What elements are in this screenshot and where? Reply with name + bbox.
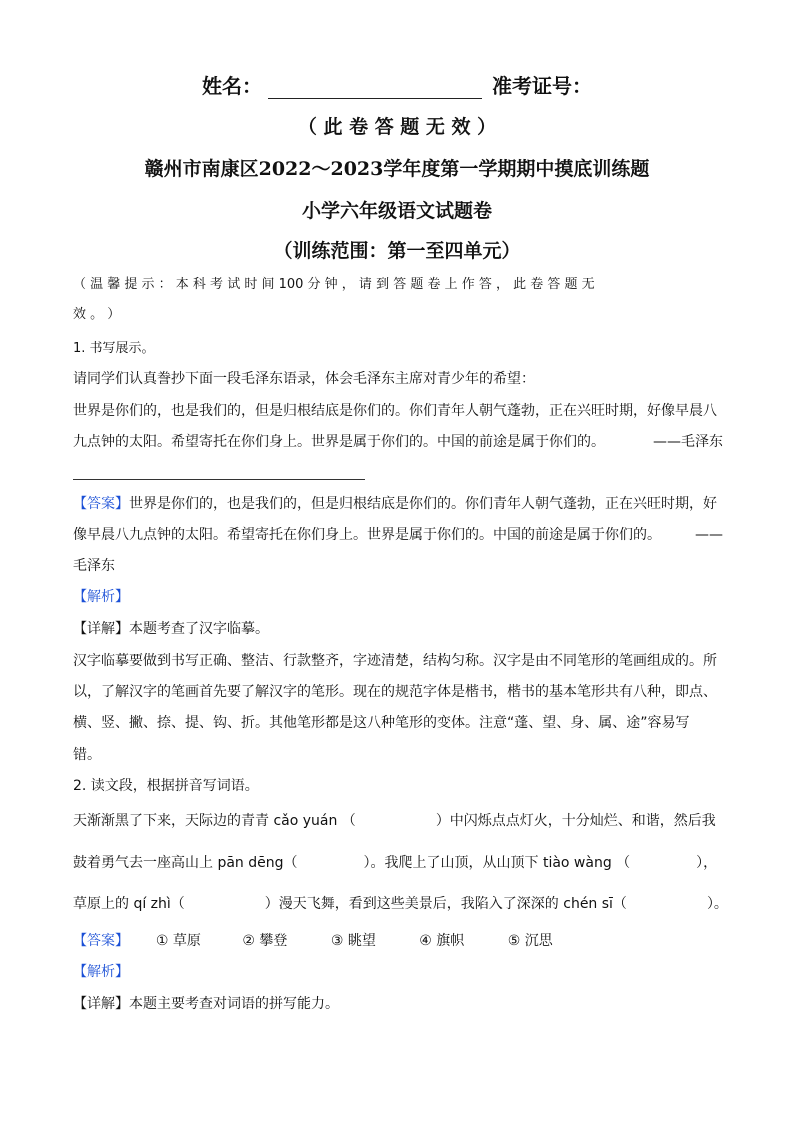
q2-answer-5: ⑤ 沉思 [507,933,553,949]
tip-line2: 效 。 ） [73,307,121,322]
q2-p1-a: 天渐渐黑了下来，天际边的青青 cǎo yuán （ [73,813,356,829]
q1-answer-dash: —— [695,527,723,543]
q1-expl-line2: 以，了解汉字的笔画首先要了解汉字的笔形。现在的规范字体是楷书，楷书的基本笔形共有八种，即点、 [73,684,717,700]
q1-answer-line3: 毛泽东 [73,558,115,574]
q1-answer-tag: 【答案】 [73,496,129,512]
invalid-note: （ 此 卷 答 题 无 效 ） [297,116,497,138]
q1-expl-line4: 错。 [73,747,101,763]
q2-detail-tag: 【详解】 [73,996,129,1012]
q2-heading: 2. 读文段，根据拼音写词语。 [73,778,259,794]
q1-heading: 1. 书写展示。 [73,341,155,356]
q1-quote-line1: 世界是你们的，也是我们的，但是归根结底是你们的。你们青年人朝气蓬勃，正在兴旺时期，好像早晨八 [73,403,717,419]
exam-title-line2: 小学六年级语文试题卷 [301,200,492,222]
q2-answer-row [73,931,723,951]
id-label: 准考证号： [492,74,592,98]
q1-detail-row [73,619,723,639]
tip-line1: （ 温 馨 提 示 ： 本 科 考 试 时 间 100 分 钟 ， 请 到 答 题 卷 上 作 答 ， 此 卷 答 题 无 [73,277,595,292]
q1-quote-author: ——毛泽东 [653,434,723,450]
q2-p3-c: ）。 [706,896,728,912]
q2-p1-b: ）中闪烁点点灯火，十分灿烂、和谐，然后我 [435,813,716,829]
q1-writing-line[interactable] [73,479,365,480]
name-label: 姓名： [202,74,262,98]
q2-answer-4: ④ 旗帜 [419,933,465,949]
q1-expl-line3: 横、竖、撇、捺、提、钩、折。其他笔形都是这八种笔形的变体。注意“蓬、望、身、属、途”容易写 [73,715,690,731]
q2-p3-b: ）漫天飞舞，看到这些美景后，我陷入了深深的 chén sī（ [264,896,627,912]
q2-p2-c: ）， [696,855,718,871]
q1-answer-line2-row [73,525,723,545]
q1-expl-line1: 汉字临摹要做到书写正确、整洁、行款整齐，字迹清楚，结构匀称。汉字是由不同笔形的笔画组成的。所 [73,653,717,669]
q2-p3-a: 草原上的 qí zhì（ [73,896,185,912]
q1-instruction: 请同学们认真誊抄下面一段毛泽东语录，体会毛泽东主席对青少年的希望： [73,371,535,387]
candidate-info-row [0,70,794,99]
q2-answer-1: ① 草原 [155,933,201,949]
q1-answer-line1: 世界是你们的，也是我们的，但是归根结底是你们的。你们青年人朝气蓬勃，正在兴旺时期，好 [129,496,717,512]
q2-analysis-tag: 【解析】 [73,964,129,980]
q2-answer-2: ② 攀登 [242,933,288,949]
q2-passage-line2 [73,853,723,873]
q2-p2-a: 鼓着勇气去一座高山上 pān dēng（ [73,855,298,871]
q2-passage-line1 [73,811,723,831]
q2-p2-b: ）。我爬上了山顶，从山顶下 tiào wàng （ [363,855,631,871]
q1-analysis-tag: 【解析】 [73,589,129,605]
exam-title-line1: 赣州市南康区2022～2023学年度第一学期期中摸底训练题 [144,158,650,180]
q1-answer-line2: 像早晨八九点钟的太阳。希望寄托在你们身上。世界是属于你们的。中国的前途是属于你们的。 [73,527,661,543]
q1-quote-line2: 九点钟的太阳。希望寄托在你们身上。世界是属于你们的。中国的前途是属于你们的。 [73,434,605,450]
q1-detail-tag: 【详解】 [73,621,129,637]
q2-answer-3: ③ 眺望 [330,933,376,949]
q2-answer-tag: 【答案】 [73,933,129,949]
name-blank[interactable] [268,76,482,99]
exam-title-line3: （训练范围：第一至四单元） [273,240,521,262]
q1-quote-line2-row [73,432,723,452]
q2-detail-row [73,994,723,1014]
q1-detail-text: 本题考查了汉字临摹。 [129,621,269,637]
q2-detail-text: 本题主要考查对词语的拼写能力。 [129,996,339,1012]
q2-passage-line3 [73,894,728,914]
q1-answer-line1-row [73,494,723,514]
